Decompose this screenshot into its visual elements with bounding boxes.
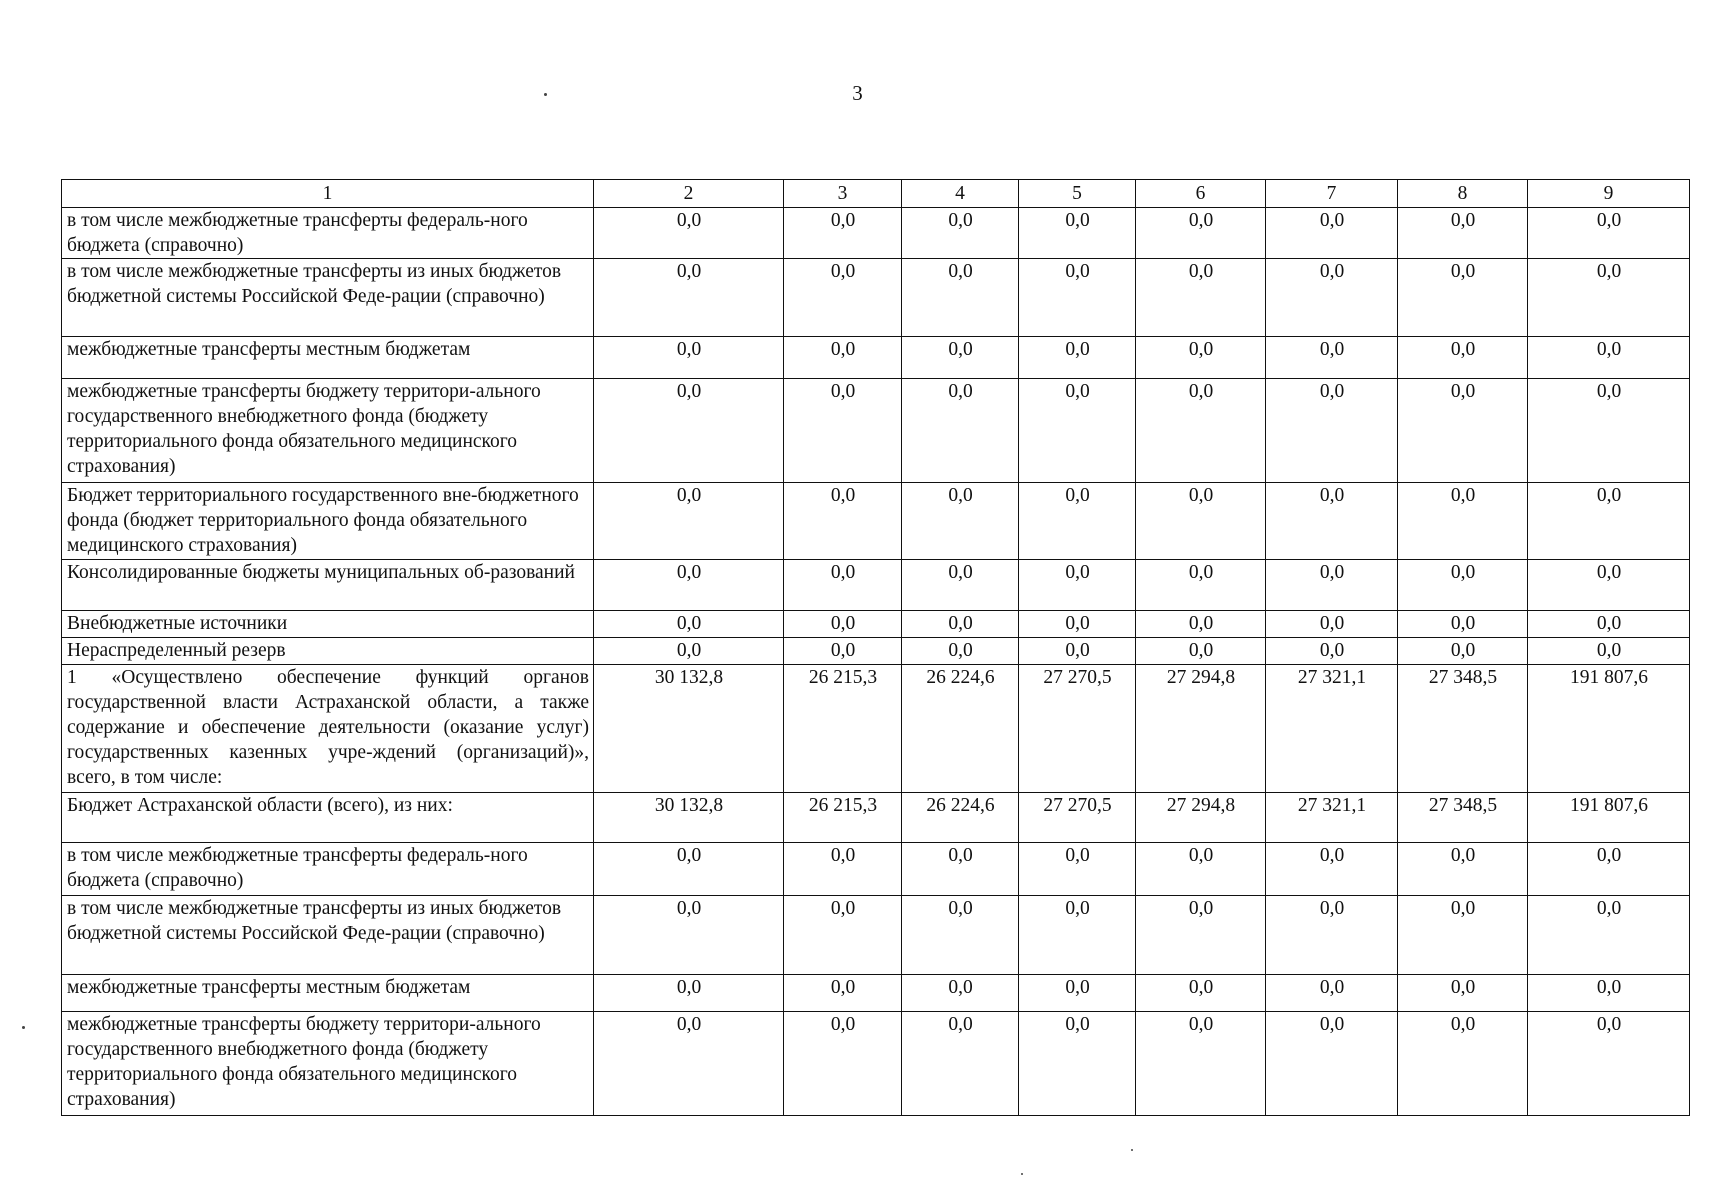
value-cell: 27 294,8 — [1136, 793, 1266, 843]
value-cell: 0,0 — [1398, 843, 1528, 896]
scan-speck — [22, 1026, 25, 1029]
value-cell: 0,0 — [1528, 483, 1690, 560]
row-label: в том числе межбюджетные трансферты из иных бюджетов бюджетной системы Российской Феде-рации (справочно) — [62, 259, 594, 337]
value-cell: 0,0 — [1398, 379, 1528, 483]
table-row — [62, 611, 1690, 638]
row-label: межбюджетные трансферты местным бюджетам — [62, 975, 594, 1012]
value-cell: 0,0 — [784, 208, 902, 259]
table-row — [62, 843, 1690, 896]
value-cell: 0,0 — [1136, 379, 1266, 483]
row-label: в том числе межбюджетные трансферты федераль-ного бюджета (справочно) — [62, 208, 594, 259]
value-cell: 27 270,5 — [1019, 665, 1136, 793]
table-row — [62, 896, 1690, 975]
value-cell: 0,0 — [784, 560, 902, 611]
value-cell: 0,0 — [1528, 208, 1690, 259]
column-header: 7 — [1266, 180, 1398, 208]
value-cell: 27 348,5 — [1398, 665, 1528, 793]
value-cell: 0,0 — [1398, 259, 1528, 337]
value-cell: 0,0 — [1266, 896, 1398, 975]
value-cell: 0,0 — [784, 1012, 902, 1116]
row-label: Нераспределенный резерв — [62, 638, 594, 665]
value-cell: 0,0 — [1528, 975, 1690, 1012]
row-label: в том числе межбюджетные трансферты из иных бюджетов бюджетной системы Российской Феде-рации (справочно) — [62, 896, 594, 975]
table-row — [62, 208, 1690, 259]
value-cell: 0,0 — [902, 896, 1019, 975]
table-header-row — [62, 180, 1690, 208]
value-cell: 26 215,3 — [784, 665, 902, 793]
value-cell: 0,0 — [1136, 1012, 1266, 1116]
value-cell: 0,0 — [1019, 259, 1136, 337]
value-cell: 0,0 — [1266, 611, 1398, 638]
value-cell: 0,0 — [1019, 896, 1136, 975]
value-cell: 0,0 — [594, 843, 784, 896]
value-cell: 27 294,8 — [1136, 665, 1266, 793]
value-cell: 0,0 — [1136, 337, 1266, 379]
page-number: 3 — [852, 81, 863, 105]
row-label: межбюджетные трансферты бюджету территори-ального государственного внебюджетного фонда (бюджету территориального фонда обязательного медицинского страхования) — [62, 1012, 594, 1116]
value-cell: 0,0 — [594, 611, 784, 638]
value-cell: 0,0 — [1528, 1012, 1690, 1116]
value-cell: 0,0 — [1136, 208, 1266, 259]
value-cell: 0,0 — [902, 379, 1019, 483]
value-cell: 191 807,6 — [1528, 665, 1690, 793]
value-cell: 0,0 — [594, 638, 784, 665]
value-cell: 0,0 — [1136, 560, 1266, 611]
value-cell: 0,0 — [1528, 611, 1690, 638]
value-cell: 0,0 — [902, 208, 1019, 259]
value-cell: 0,0 — [1019, 208, 1136, 259]
column-header: 3 — [784, 180, 902, 208]
value-cell: 0,0 — [1398, 638, 1528, 665]
value-cell: 0,0 — [594, 208, 784, 259]
value-cell: 0,0 — [594, 259, 784, 337]
scan-speck — [544, 93, 547, 96]
table-row — [62, 1012, 1690, 1116]
value-cell: 0,0 — [1136, 483, 1266, 560]
value-cell: 0,0 — [902, 483, 1019, 560]
row-label: межбюджетные трансферты бюджету территори-ального государственного внебюджетного фонда (бюджету территориального фонда обязательного медицинского страхования) — [62, 379, 594, 483]
column-header: 2 — [594, 180, 784, 208]
row-label: Бюджет территориального государственного вне-бюджетного фонда (бюджет территориального фонда обязательного медицинского страхования) — [62, 483, 594, 560]
value-cell: 0,0 — [1019, 337, 1136, 379]
row-label: Внебюджетные источники — [62, 611, 594, 638]
value-cell: 0,0 — [594, 483, 784, 560]
table-row — [62, 379, 1690, 483]
row-label: 1 «Осуществлено обеспечение функций органов государственной власти Астраханской области, а также содержание и обеспечение деятельности (оказание услуг) государственных казенных учре-ждений (организаций)», всего, в том числе: — [62, 665, 594, 793]
value-cell: 0,0 — [594, 379, 784, 483]
value-cell: 0,0 — [784, 337, 902, 379]
value-cell: 27 321,1 — [1266, 665, 1398, 793]
value-cell: 30 132,8 — [594, 665, 784, 793]
column-header: 1 — [62, 180, 594, 208]
value-cell: 0,0 — [1398, 896, 1528, 975]
column-header: 5 — [1019, 180, 1136, 208]
value-cell: 0,0 — [902, 611, 1019, 638]
row-label: в том числе межбюджетные трансферты федераль-ного бюджета (справочно) — [62, 843, 594, 896]
scan-speck — [1131, 1149, 1133, 1151]
column-header: 8 — [1398, 180, 1528, 208]
value-cell: 0,0 — [902, 843, 1019, 896]
value-cell: 0,0 — [1019, 379, 1136, 483]
value-cell: 0,0 — [594, 975, 784, 1012]
value-cell: 191 807,6 — [1528, 793, 1690, 843]
value-cell: 0,0 — [1266, 337, 1398, 379]
column-header: 6 — [1136, 180, 1266, 208]
value-cell: 0,0 — [784, 896, 902, 975]
value-cell: 0,0 — [902, 638, 1019, 665]
column-header: 4 — [902, 180, 1019, 208]
value-cell: 27 270,5 — [1019, 793, 1136, 843]
value-cell: 0,0 — [1136, 843, 1266, 896]
scan-speck — [1021, 1173, 1023, 1175]
value-cell: 0,0 — [784, 843, 902, 896]
value-cell: 0,0 — [1266, 560, 1398, 611]
value-cell: 0,0 — [1528, 638, 1690, 665]
value-cell: 0,0 — [902, 337, 1019, 379]
value-cell: 27 321,1 — [1266, 793, 1398, 843]
value-cell: 26 224,6 — [902, 793, 1019, 843]
value-cell: 30 132,8 — [594, 793, 784, 843]
table-body — [62, 208, 1690, 1116]
value-cell: 0,0 — [1398, 208, 1528, 259]
value-cell: 0,0 — [1019, 1012, 1136, 1116]
value-cell: 0,0 — [784, 259, 902, 337]
value-cell: 0,0 — [784, 379, 902, 483]
row-label: межбюджетные трансферты местным бюджетам — [62, 337, 594, 379]
value-cell: 0,0 — [1528, 560, 1690, 611]
value-cell: 0,0 — [1398, 483, 1528, 560]
row-label: Бюджет Астраханской области (всего), из них: — [62, 793, 594, 843]
value-cell: 0,0 — [1266, 483, 1398, 560]
budget-table — [61, 179, 1690, 1116]
value-cell: 0,0 — [784, 611, 902, 638]
row-label: Консолидированные бюджеты муниципальных об-разований — [62, 560, 594, 611]
value-cell: 0,0 — [902, 975, 1019, 1012]
value-cell: 0,0 — [594, 896, 784, 975]
value-cell: 0,0 — [1136, 611, 1266, 638]
value-cell: 0,0 — [1398, 975, 1528, 1012]
value-cell: 0,0 — [1528, 843, 1690, 896]
table-row — [62, 793, 1690, 843]
table-row — [62, 259, 1690, 337]
table-row — [62, 975, 1690, 1012]
value-cell: 0,0 — [594, 1012, 784, 1116]
value-cell: 0,0 — [594, 560, 784, 611]
value-cell: 0,0 — [1266, 975, 1398, 1012]
table-row — [62, 638, 1690, 665]
value-cell: 0,0 — [1528, 896, 1690, 975]
value-cell: 0,0 — [1136, 896, 1266, 975]
table-row — [62, 665, 1690, 793]
value-cell: 0,0 — [1266, 259, 1398, 337]
value-cell: 0,0 — [902, 259, 1019, 337]
value-cell: 0,0 — [594, 337, 784, 379]
value-cell: 0,0 — [1398, 611, 1528, 638]
value-cell: 0,0 — [1266, 843, 1398, 896]
value-cell: 26 224,6 — [902, 665, 1019, 793]
value-cell: 0,0 — [1019, 975, 1136, 1012]
value-cell: 0,0 — [1019, 611, 1136, 638]
table-row — [62, 337, 1690, 379]
value-cell: 0,0 — [1019, 638, 1136, 665]
value-cell: 0,0 — [1019, 483, 1136, 560]
value-cell: 26 215,3 — [784, 793, 902, 843]
value-cell: 0,0 — [1398, 1012, 1528, 1116]
value-cell: 0,0 — [1136, 638, 1266, 665]
value-cell: 0,0 — [1528, 379, 1690, 483]
value-cell: 0,0 — [784, 975, 902, 1012]
value-cell: 0,0 — [1019, 560, 1136, 611]
value-cell: 27 348,5 — [1398, 793, 1528, 843]
value-cell: 0,0 — [1266, 208, 1398, 259]
value-cell: 0,0 — [784, 483, 902, 560]
value-cell: 0,0 — [902, 1012, 1019, 1116]
value-cell: 0,0 — [1136, 975, 1266, 1012]
value-cell: 0,0 — [1398, 560, 1528, 611]
table-row — [62, 560, 1690, 611]
value-cell: 0,0 — [1266, 638, 1398, 665]
value-cell: 0,0 — [1266, 1012, 1398, 1116]
value-cell: 0,0 — [1398, 337, 1528, 379]
value-cell: 0,0 — [1019, 843, 1136, 896]
value-cell: 0,0 — [1266, 379, 1398, 483]
value-cell: 0,0 — [784, 638, 902, 665]
table-row — [62, 483, 1690, 560]
value-cell: 0,0 — [1528, 259, 1690, 337]
value-cell: 0,0 — [1528, 337, 1690, 379]
value-cell: 0,0 — [902, 560, 1019, 611]
value-cell: 0,0 — [1136, 259, 1266, 337]
column-header: 9 — [1528, 180, 1690, 208]
